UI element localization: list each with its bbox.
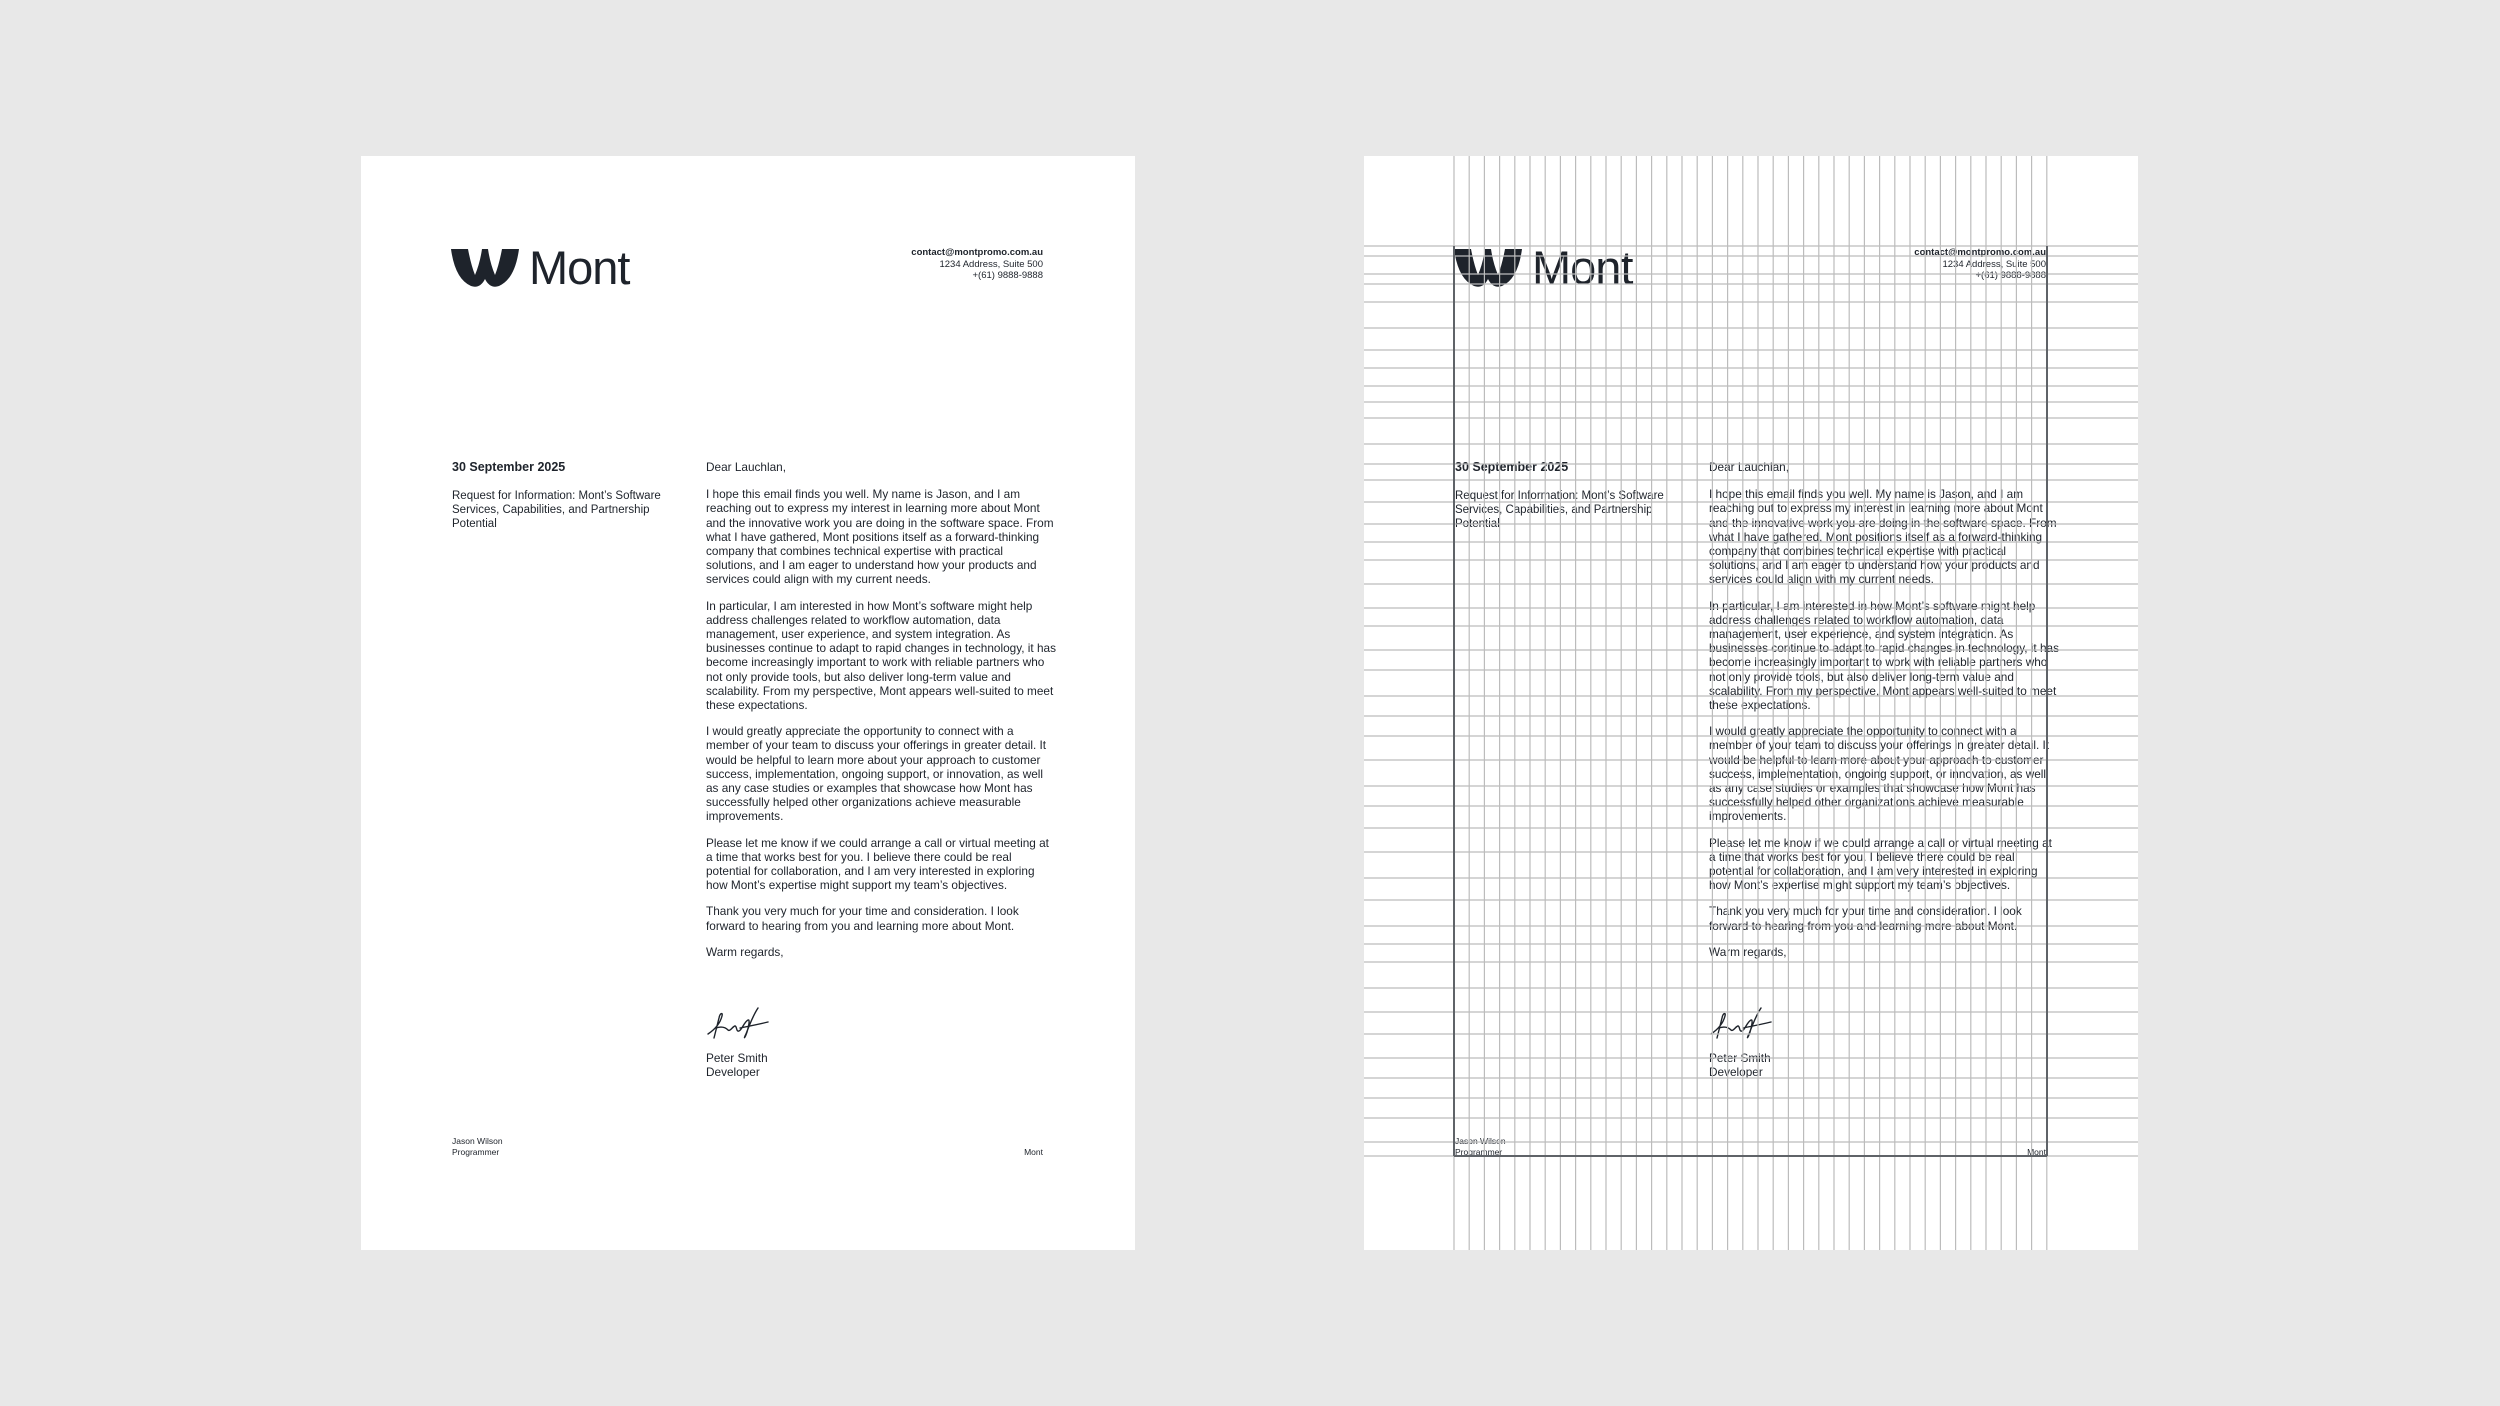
letter-paragraph: In particular, I am interested in how Mont’s software might help address challenges related to workflow automation, data management, user experience, and system integration. As businesses continue to adapt to rapid changes in technology, it has become increasingly important to work with reliable partners who not only provide tools, but also deliver long-term value and scalability. From my perspective, Mont appears well-suited to meet these expectations. [706,598,1056,713]
signer-block [706,1051,768,1079]
letter-paragraph: Please let me know if we could arrange a call or virtual meeting at a time that works best for you. I believe there could be real potential for collaboration, and I am very interested in exploring how Mont’s expertise might support my team’s objectives. [1709,835,2052,893]
brand-wordmark: Mont [1532,241,1633,294]
contact-block [1914,247,2046,282]
letter-greeting: Dear Lauchlan, [706,460,787,474]
letter-subject: Request for Information: Mont’s Software Services, Capabilities, and Partnership Potential [452,490,661,530]
letter-date: 30 September 2025 [452,460,566,474]
footer-author [452,1136,503,1157]
letter-paragraph: I hope this email finds you well. My name is Jason, and I am reaching out to express my interest in learning more about Mont and the innovative work you are doing in the software space. From what I have gathered, Mont positions itself as a forward-thinking company that combines technical expertise with practical solutions, and I am eager to understand how your products and services could align with my current needs. [706,487,1054,587]
letter-body [706,460,1056,959]
footer-author [1455,1136,1506,1157]
contact-phone: +(61) 9888-9888 [972,270,1043,281]
letter-paragraph: In particular, I am interested in how Mont’s software might help address challenges related to workflow automation, data management, user experience, and system integration. As businesses continue to adapt to rapid changes in technology, it has become increasingly important to work with reliable partners who not only provide tools, but also deliver long-term value and scalability. From my perspective, Mont appears well-suited to meet these expectations. [1709,598,2059,713]
brand-wordmark: Mont [529,241,630,294]
letter-paragraph: Thank you very much for your time and consideration. I look forward to hearing from you and learning more about Mont. [1709,904,2022,933]
footer-brand: Mont [2027,1147,2046,1157]
footer-name: Jason Wilson [452,1136,503,1146]
mont-logo-icon [451,249,519,287]
letterhead-page [361,156,1135,1250]
brand-logo [1454,241,1633,294]
letter-paragraph: Please let me know if we could arrange a call or virtual meeting at a time that works best for you. I believe there could be real potential for collaboration, and I am very interested in exploring how Mont’s expertise might support my team’s objectives. [706,835,1049,893]
signer-title: Developer [1709,1065,1763,1080]
letterhead-grid-page [1364,156,2138,1250]
letter-paragraph: Thank you very much for your time and consideration. I look forward to hearing from you and learning more about Mont. [706,904,1019,933]
letter-paragraph: I would greatly appreciate the opportunity to connect with a member of your team to discuss your offerings in greater detail. It would be helpful to learn more about your approach to customer success, implementation, ongoing support, or innovation, as well as any case studies or examples that showcase how Mont has successfully helped other organizations achieve measurable improvements. [706,724,1047,824]
letter-date: 30 September 2025 [1455,460,1569,474]
signer-name: Peter Smith [1709,1051,1771,1065]
letter-body [1709,460,2059,959]
signature-image [1709,1004,1777,1044]
footer-brand: Mont [1024,1147,1043,1157]
letter-paragraph: I would greatly appreciate the opportunity to connect with a member of your team to discuss your offerings in greater detail. It would be helpful to learn more about your approach to customer success, implementation, ongoing support, or innovation, as well as any case studies or examples that showcase how Mont has successfully helped other organizations achieve measurable improvements. [1709,724,2050,824]
footer-title: Programmer [1455,1146,1503,1157]
letter-paragraph: I hope this email finds you well. My name is Jason, and I am reaching out to express my interest in learning more about Mont and the innovative work you are doing in the software space. From what I have gathered, Mont positions itself as a forward-thinking company that combines technical expertise with practical solutions, and I am eager to understand how your products and services could align with my current needs. [1709,487,2057,587]
letter-closing: Warm regards, [706,944,784,959]
contact-email: contact@montpromo.com.au [911,247,1043,258]
contact-email: contact@montpromo.com.au [1914,247,2046,258]
letter-greeting: Dear Lauchlan, [1709,460,1790,474]
footer-name: Jason Wilson [1455,1136,1506,1146]
signature-image [706,1004,774,1044]
contact-phone: +(61) 9888-9888 [1975,270,2046,281]
brand-logo [451,241,630,294]
contact-block [911,247,1043,282]
letter-closing: Warm regards, [1709,944,1787,959]
signer-title: Developer [706,1065,760,1080]
signer-name: Peter Smith [706,1051,768,1065]
contact-address: 1234 Address, Suite 500 [939,258,1043,270]
letter-subject: Request for Information: Mont’s Software Services, Capabilities, and Partnership Potential [1455,490,1664,530]
signer-block [1709,1051,1771,1079]
contact-address: 1234 Address, Suite 500 [1942,258,2046,270]
footer-title: Programmer [452,1146,500,1157]
mont-logo-icon [1454,249,1522,287]
